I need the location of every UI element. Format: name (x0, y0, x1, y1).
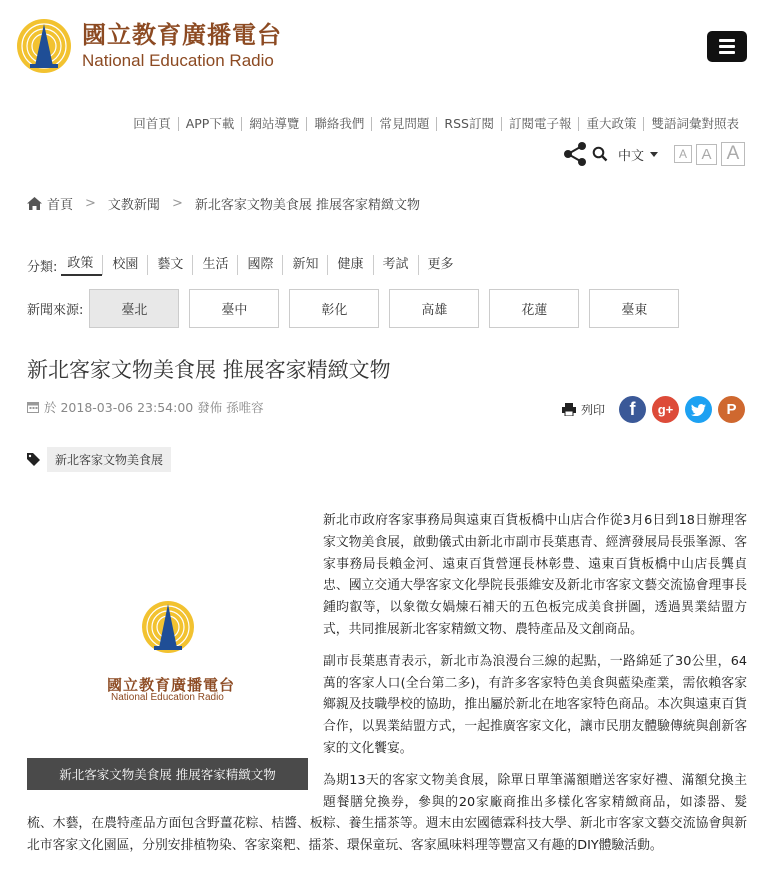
logo-english-name: National Education Radio (82, 51, 274, 70)
article-meta (27, 398, 264, 416)
logo-emblem-icon (16, 18, 72, 74)
news-source-filter (27, 289, 689, 328)
source-button-kaohsiung[interactable]: 高雄 (389, 289, 479, 328)
category-tab-health[interactable]: 健康 (327, 255, 372, 275)
source-button-hualien[interactable]: 花蓮 (489, 289, 579, 328)
font-size-medium-button[interactable]: A (696, 144, 717, 165)
photo-logo-emblem-icon (141, 600, 195, 660)
menu-bar-icon (719, 51, 735, 54)
site-logo[interactable] (16, 14, 316, 78)
logo-chinese-name: 國立教育廣播電台 (82, 20, 282, 49)
category-tab-international[interactable]: 國際 (237, 255, 282, 275)
breadcrumb-separator: > (171, 196, 183, 211)
news-source-label: 新聞來源: (27, 303, 84, 318)
twitter-share-icon[interactable] (685, 396, 712, 423)
source-button-changhua[interactable]: 彰化 (289, 289, 379, 328)
menu-bar-icon (719, 39, 735, 42)
topnav-sitemap-link[interactable]: 網站導覽 (241, 117, 306, 131)
font-size-large-button[interactable]: A (721, 142, 745, 166)
print-button[interactable] (562, 401, 605, 418)
menu-bar-icon (719, 45, 735, 48)
top-nav (126, 117, 746, 131)
topnav-rss-link[interactable]: RSS訂閱 (436, 117, 501, 131)
facebook-share-icon[interactable]: f (619, 396, 646, 423)
print-label: 列印 (580, 403, 605, 417)
photo-logo-english-name: National Education Radio (111, 692, 224, 703)
article-actions (562, 396, 745, 423)
photo-logo-chinese-name: 國立教育廣播電台 (107, 676, 236, 694)
article-tag[interactable]: 新北客家文物美食展 (47, 447, 171, 472)
twitter-bird-icon (691, 404, 706, 416)
site-header (0, 0, 757, 90)
breadcrumb (27, 194, 420, 213)
topnav-faq-link[interactable]: 常見問題 (371, 117, 436, 131)
language-select[interactable]: 中文 (617, 148, 644, 164)
hamburger-menu-button[interactable] (707, 31, 747, 62)
source-button-taichung[interactable]: 臺中 (189, 289, 279, 328)
category-tab-policy[interactable]: 政策 (61, 254, 102, 276)
search-icon[interactable] (592, 146, 608, 162)
printer-icon (562, 403, 576, 416)
breadcrumb-category-link[interactable]: 文教新聞 (107, 198, 160, 213)
category-label: 分類: (27, 259, 58, 275)
topnav-home-link[interactable]: 回首頁 (133, 116, 171, 131)
category-tab-science[interactable]: 新知 (282, 255, 327, 275)
calendar-icon (27, 401, 39, 413)
source-button-taipei[interactable]: 臺北 (89, 289, 179, 328)
tools-bar (562, 141, 745, 167)
category-filter (27, 254, 463, 276)
article-publish-info: 於 2018-03-06 23:54:00 發佈 孫唯容 (44, 400, 264, 415)
article-title: 新北客家文物美食展 推展客家精緻文物 (27, 358, 391, 382)
photo-caption: 新北客家文物美食展 推展客家精緻文物 (27, 758, 308, 790)
chevron-down-icon[interactable] (650, 152, 658, 157)
google-plus-share-icon[interactable]: g+ (652, 396, 679, 423)
article-paragraph: 新北市政府客家事務局與遠東百貨板橋中山店合作從3月6日到18日辦理客家文物美食展，啟動儀式由新北市副市長葉惠青、經濟發展局長張峯源、客家事務局長賴金河、遠東百貨營運長林彰豊、遠東百貨板橋中山店長龔貞忠、國立交通大學客家文化學院長張維安及新北市客家文藝交流協會理事長鍾昀叡等，以象徵女媧煉石補天的五色板完成美食拼圖，透過異業結盟方式，共同推展新北客家精緻文物、農特產品及文創商品。 (323, 513, 747, 637)
breadcrumb-current: 新北客家文物美食展 推展客家精緻文物 (194, 198, 420, 213)
tag-list (27, 447, 171, 472)
category-tab-arts[interactable]: 藝文 (147, 255, 192, 275)
plurk-share-icon[interactable]: P (718, 396, 745, 423)
category-tab-exam[interactable]: 考試 (373, 255, 418, 275)
home-icon (27, 197, 42, 210)
category-tab-campus[interactable]: 校園 (102, 255, 147, 275)
font-size-small-button[interactable]: A (674, 145, 692, 163)
topnav-contact-link[interactable]: 聯絡我們 (306, 117, 371, 131)
topnav-newsletter-link[interactable]: 訂閱電子報 (501, 117, 579, 131)
article-paragraph: 為期13天的客家文物美食展，除單日單筆滿額贈送客家好禮、滿額兌換主題餐膳兌換券，參與的20家廠商推出多樣化客家精緻商品，如漆器、髮梳、木藝，在農特產品方面包含野薑花粽、桔醬、板粽、養生擂茶等。週末由宏國德霖科技大學、新北市客家文藝交流協會與新北市客家文化園區，分別安排植物染、客家粢粑、擂茶、環保童玩、客家風味料理等豐富又有趣的DIY體驗活動。 (27, 772, 747, 854)
category-tab-more[interactable]: 更多 (418, 255, 463, 275)
share-icon[interactable] (562, 141, 588, 167)
tags-icon (27, 453, 41, 467)
article-photo[interactable] (27, 510, 308, 790)
breadcrumb-home-link[interactable]: 首頁 (47, 198, 74, 213)
source-button-taitung[interactable]: 臺東 (589, 289, 679, 328)
breadcrumb-separator: > (85, 196, 96, 211)
topnav-app-link[interactable]: APP下載 (178, 117, 242, 131)
article-paragraph: 副市長葉惠青表示，新北市為浪漫台三線的起點，一路綿延了30公里，64萬的客家人口(全台第二多)，有許多客家特色美食與藍染產業，需依賴客家鄉親及技職學校的協助，推出屬於新北在地客家特色商品。本次與遠東百貨合作，以異業結盟方式，一起推廣客家文化，讓市民朋友體驗傳統與創新客家的文化饗宴。 (323, 653, 747, 756)
topnav-glossary-link[interactable]: 雙語詞彙對照表 (643, 117, 746, 131)
category-tab-life[interactable]: 生活 (192, 255, 237, 275)
topnav-policy-link[interactable]: 重大政策 (578, 117, 643, 131)
